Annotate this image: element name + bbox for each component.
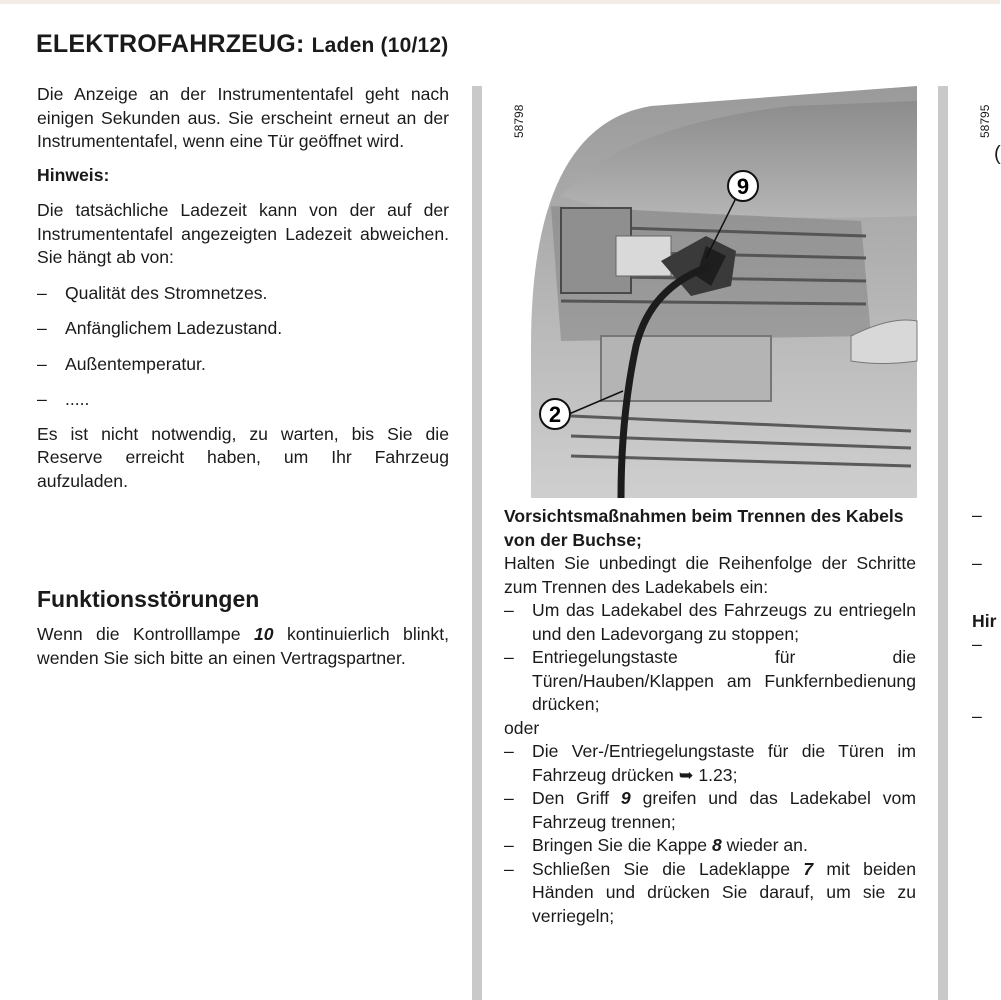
malfunction-text-pre: Wenn die Kontrolllampe	[37, 624, 254, 644]
step-text: Die Ver-/Entriegelungstaste für die Türen im Fahrzeug drücken	[532, 741, 916, 785]
step-text: mit beiden Händen und drücken Sie darauf, um sie zu verriegeln;	[532, 858, 917, 926]
list-item	[504, 787, 916, 834]
right-dash: –	[972, 505, 982, 525]
step-text: Den Griff	[532, 788, 621, 808]
factor-list	[37, 282, 449, 412]
callout-9-label: 9	[736, 174, 750, 199]
car-front-illustration	[531, 86, 917, 498]
flap-ref: 7	[803, 858, 814, 879]
step-text: greifen und das Ladekabel vom Fahrzeug trennen;	[532, 788, 916, 832]
page-title	[36, 30, 448, 59]
cap-ref: 8	[711, 835, 722, 855]
list-item: – Qualität des Stromnetzes.	[37, 282, 449, 306]
charging-photo	[531, 86, 917, 498]
step-text: Schließen Sie die Ladeklappe	[532, 858, 804, 879]
list-item	[504, 858, 916, 929]
right-dash: –	[972, 706, 982, 726]
disconnect-intro: Halten Sie unbedingt die Reihenfolge der Schritte zum Trennen des Ladekabels ein:	[504, 553, 916, 597]
list-item: – Um das Ladekabel des Fahrzeugs zu entriegeln und den Ladevorgang zu stoppen;	[504, 599, 916, 646]
malfunction-text-post: kontinuierlich blinkt, wenden Sie sich bitte an einen Vertragspartner.	[37, 624, 450, 668]
page-ref: 1.23;	[693, 764, 738, 785]
middle-column	[504, 505, 916, 928]
list-item	[504, 740, 916, 787]
malfunction-paragraph	[37, 623, 449, 670]
disconnect-heading: Vorsichtsmaßnahmen beim Trennen des Kabels von der Buchse;	[504, 506, 904, 550]
list-item: – .....	[37, 388, 449, 412]
right-glyph: (	[994, 143, 1001, 165]
left-column	[37, 83, 449, 670]
column-divider	[938, 86, 948, 1000]
step-text: Bringen Sie die Kappe	[532, 835, 712, 855]
note-paragraph: Die tatsächliche Ladezeit kann von der auf der Instrumententafel angezeigten Ladezeit abweichen. Sie hängt ab von:	[37, 200, 449, 267]
title-sub: Laden (10/12)	[311, 34, 449, 57]
callout-2-label: 2	[548, 402, 562, 427]
or-label: oder	[504, 717, 540, 738]
list-item: – Außentemperatur.	[37, 353, 449, 377]
disconnect-steps-b	[504, 740, 916, 928]
section-heading: Funktionsstörungen	[37, 586, 260, 612]
list-item	[504, 834, 916, 858]
column-divider	[472, 86, 482, 1000]
right-dash: –	[972, 553, 982, 573]
right-dash: –	[972, 634, 982, 654]
right-heading-fragment: Hir	[972, 611, 997, 631]
flap-label	[616, 236, 671, 276]
title-main: ELEKTROFAHRZEUG:	[36, 30, 305, 58]
grip-ref: 9	[620, 788, 631, 808]
intro-paragraph: Die Anzeige an der Instrumententafel geht nach einigen Sekunden aus. Sie erscheint erneut an der Instrumententafel, wenn eine Tür geöffnet wird.	[37, 84, 449, 151]
figure-code: 58798	[512, 104, 526, 138]
list-item: – Entriegelungstaste für die Türen/Hauben/Klappen am Funkfernbedienung drücken;	[504, 646, 916, 717]
disconnect-steps-a	[504, 599, 916, 717]
figure-code-right: 58795	[978, 104, 992, 138]
closing-paragraph: Es ist nicht notwendig, zu warten, bis Sie die Reserve erreicht haben, um Ihr Fahrzeug aufzuladen.	[37, 423, 449, 491]
step-text: wieder an.	[721, 835, 808, 855]
list-item: – Anfänglichem Ladezustand.	[37, 317, 449, 341]
note-heading: Hinweis:	[37, 164, 110, 185]
arrow-icon: ➥	[678, 764, 694, 785]
warning-lamp-ref: 10	[253, 624, 274, 644]
page-top-rule	[0, 0, 1000, 4]
